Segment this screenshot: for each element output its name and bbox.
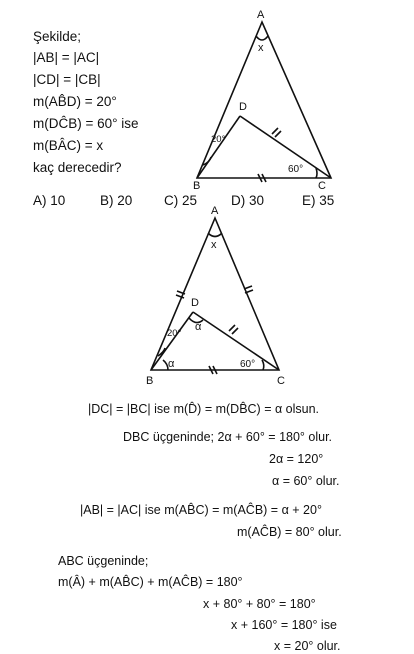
tick-dc-2a [229, 325, 235, 331]
solution-line-9: x + 80° + 80° = 180° [203, 597, 316, 611]
solution-line-3: 2α = 120° [269, 452, 324, 466]
question-line-5: m(DĈB) = 60° ise [33, 116, 139, 131]
label-c-2: C [277, 375, 285, 387]
label-20-2: 20° [167, 328, 182, 339]
solution-line-7: ABC üçgeninde; [58, 554, 149, 568]
solution-line-4: α = 60° olur. [272, 474, 340, 488]
question-line-6: m(BÂC) = x [33, 138, 104, 153]
solution-line-10: x + 160° = 180° ise [231, 618, 337, 632]
label-b-1: B [193, 180, 201, 192]
label-x-2: x [211, 239, 217, 251]
question-line-2: |AB| = |AC| [33, 50, 100, 65]
choice-d[interactable]: D) 30 [231, 193, 265, 208]
label-60-1: 60° [288, 164, 304, 175]
label-alpha-d-2: α [195, 321, 202, 333]
question-line-3: |CD| = |CB| [33, 72, 101, 87]
tick-dc-1a [272, 128, 278, 134]
tick-dc-2b [232, 328, 238, 334]
angle-arc-c-1 [316, 168, 317, 178]
angle-arc-a-2 [208, 233, 222, 237]
label-a-2: A [211, 205, 219, 217]
figure-1-labels [193, 9, 326, 192]
label-b-2: B [146, 375, 154, 387]
label-20-1: 20° [211, 134, 226, 145]
question-line-1: Şekilde; [33, 29, 82, 44]
angle-arc-c-2 [262, 360, 264, 370]
solution-line-1: |DC| = |BC| ise m(D̂) = m(DB̂C) = α olsun. [88, 402, 320, 416]
label-d-1: D [239, 101, 247, 113]
label-60-2: 60° [240, 359, 256, 370]
solution-line-6: m(AĈB) = 80° olur. [237, 525, 342, 539]
question-line-4: m(AB̂D) = 20° [33, 94, 117, 109]
figure-1 [197, 22, 331, 182]
choice-e[interactable]: E) 35 [302, 193, 335, 208]
choice-b[interactable]: B) 20 [100, 193, 133, 208]
tick-ac-2 [244, 286, 252, 289]
solution-line-5: |AB| = |AC| ise m(AB̂C) = m(AĈB) = α + 20° [80, 503, 322, 517]
choice-a[interactable]: A) 10 [33, 193, 66, 208]
solution-line-2: DBC üçgeninde; 2α + 60° = 180° olur. [123, 430, 333, 444]
solution-line-11: x = 20° olur. [274, 639, 341, 653]
tick-dc-1b [275, 131, 281, 137]
label-c-1: C [318, 180, 326, 192]
triangle-abc-1 [197, 22, 331, 178]
solution-line-8: m(Â) + m(AB̂C) + m(AĈB) = 180° [58, 575, 243, 589]
label-a-1: A [257, 9, 265, 21]
label-d-2: D [191, 297, 199, 309]
question-line-7: kaç derecedir? [33, 160, 122, 175]
choice-c[interactable]: C) 25 [164, 193, 198, 208]
label-alpha-b-2: α [168, 358, 175, 370]
angle-arc-a-1 [256, 36, 268, 40]
label-x-1: x [258, 42, 264, 54]
